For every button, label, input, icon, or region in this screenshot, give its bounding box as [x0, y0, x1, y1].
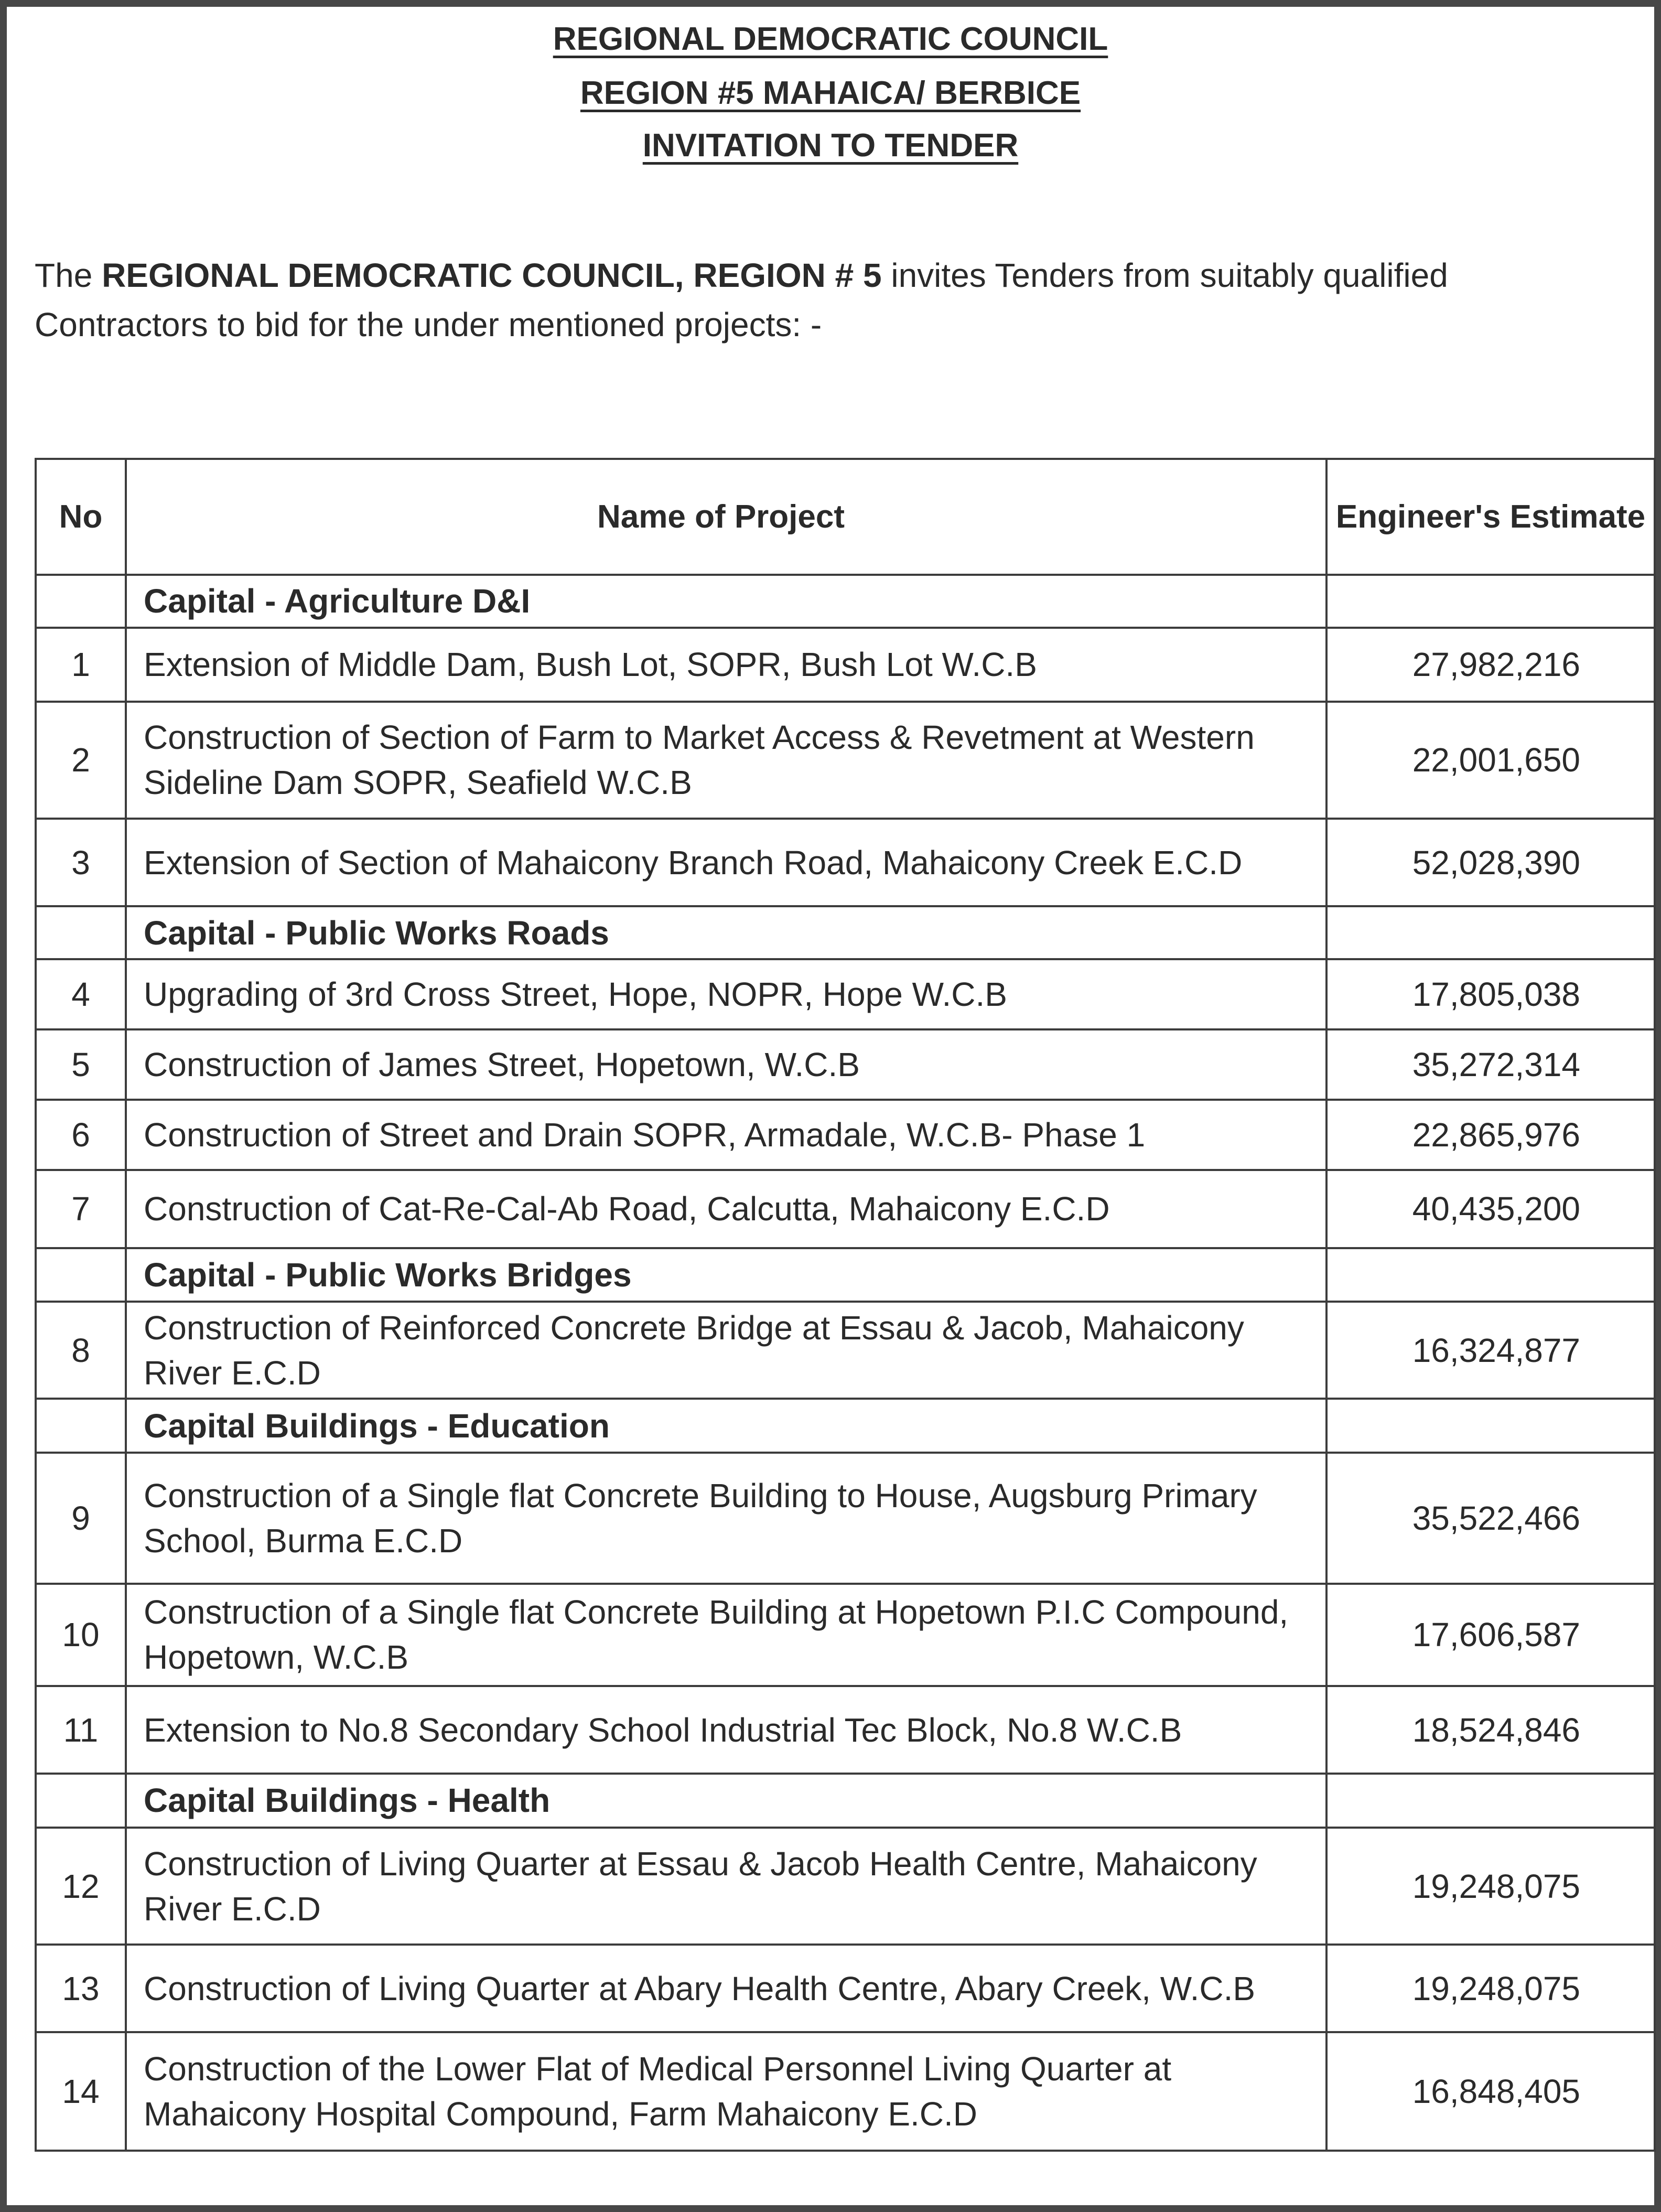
- table-row: [36, 1945, 1655, 2032]
- project-estimate: 35,272,314: [1326, 1029, 1655, 1100]
- project-no: 1: [36, 628, 126, 702]
- project-name: Upgrading of 3rd Cross Street, Hope, NOPR, Hope W.C.B: [126, 959, 1326, 1029]
- project-name: Construction of Cat-Re-Cal-Ab Road, Calcutta, Mahaicony E.C.D: [126, 1170, 1326, 1248]
- section-estimate-cell: [1326, 1248, 1655, 1302]
- project-estimate: 16,324,877: [1326, 1302, 1655, 1399]
- project-name: Extension of Section of Mahaicony Branch Road, Mahaicony Creek E.C.D: [126, 819, 1326, 906]
- header-project-name: Name of Project: [126, 459, 1326, 575]
- section-title: Capital Buildings - Health: [126, 1774, 1326, 1828]
- project-estimate: 40,435,200: [1326, 1170, 1655, 1248]
- project-estimate: 22,865,976: [1326, 1100, 1655, 1170]
- project-estimate: 19,248,075: [1326, 1828, 1655, 1945]
- table-row: [36, 819, 1655, 906]
- table-row: [36, 2032, 1655, 2151]
- section-row: [36, 575, 1655, 628]
- section-no-cell: [36, 575, 126, 628]
- section-no-cell: [36, 906, 126, 959]
- project-name: Construction of a Single flat Concrete Building to House, Augsburg Primary School, Burma E.C.D: [126, 1453, 1326, 1584]
- intro-paragraph: [35, 251, 1608, 349]
- table-row: [36, 1100, 1655, 1170]
- intro-council-name: REGIONAL DEMOCRATIC COUNCIL, REGION # 5: [102, 256, 882, 294]
- project-name: Extension of Middle Dam, Bush Lot, SOPR, Bush Lot W.C.B: [126, 628, 1326, 702]
- project-no: 5: [36, 1029, 126, 1100]
- table-row: [36, 628, 1655, 702]
- council-title: REGIONAL DEMOCRATIC COUNCIL: [553, 21, 1108, 57]
- table-row: [36, 702, 1655, 819]
- project-no: 2: [36, 702, 126, 819]
- header-no: No: [36, 459, 126, 575]
- table-row: [36, 959, 1655, 1029]
- header-estimate: Engineer's Estimate: [1326, 459, 1655, 575]
- project-estimate: 19,248,075: [1326, 1945, 1655, 2032]
- project-no: 13: [36, 1945, 126, 2032]
- project-estimate: 22,001,650: [1326, 702, 1655, 819]
- section-title: Capital - Public Works Bridges: [126, 1248, 1326, 1302]
- project-name: Construction of a Single flat Concrete Building at Hopetown P.I.C Compound, Hopetown, W.C.B: [126, 1584, 1326, 1686]
- section-no-cell: [36, 1774, 126, 1828]
- project-name: Construction of the Lower Flat of Medical Personnel Living Quarter at Mahaicony Hospital Compound, Farm Mahaicony E.C.D: [126, 2032, 1326, 2151]
- project-name: Extension to No.8 Secondary School Industrial Tec Block, No.8 W.C.B: [126, 1686, 1326, 1774]
- table-row: [36, 1584, 1655, 1686]
- project-no: 11: [36, 1686, 126, 1774]
- project-name: Construction of Section of Farm to Market Access & Revetment at Western Sideline Dam SOPR, Seafield W.C.B: [126, 702, 1326, 819]
- project-no: 9: [36, 1453, 126, 1584]
- project-name: Construction of Living Quarter at Essau & Jacob Health Centre, Mahaicony River E.C.D: [126, 1828, 1326, 1945]
- project-no: 3: [36, 819, 126, 906]
- section-estimate-cell: [1326, 1399, 1655, 1453]
- section-row: [36, 906, 1655, 959]
- project-no: 8: [36, 1302, 126, 1399]
- section-estimate-cell: [1326, 575, 1655, 628]
- project-name: Construction of Street and Drain SOPR, Armadale, W.C.B- Phase 1: [126, 1100, 1326, 1170]
- table-header-row: [36, 459, 1655, 575]
- section-title: Capital Buildings - Education: [126, 1399, 1326, 1453]
- projects-table: [35, 458, 1656, 2152]
- project-estimate: 27,982,216: [1326, 628, 1655, 702]
- table-body: [36, 575, 1655, 2151]
- project-estimate: 52,028,390: [1326, 819, 1655, 906]
- project-estimate: 17,805,038: [1326, 959, 1655, 1029]
- project-name: Construction of Living Quarter at Abary Health Centre, Abary Creek, W.C.B: [126, 1945, 1326, 2032]
- table-row: [36, 1170, 1655, 1248]
- table-row: [36, 1029, 1655, 1100]
- project-estimate: 16,848,405: [1326, 2032, 1655, 2151]
- region-title: REGION #5 MAHAICA/ BERBICE: [580, 75, 1081, 111]
- section-no-cell: [36, 1248, 126, 1302]
- project-no: 7: [36, 1170, 126, 1248]
- section-row: [36, 1774, 1655, 1828]
- section-title: Capital - Agriculture D&I: [126, 575, 1326, 628]
- project-no: 6: [36, 1100, 126, 1170]
- notice-title: INVITATION TO TENDER: [642, 127, 1019, 164]
- project-no: 4: [36, 959, 126, 1029]
- project-estimate: 18,524,846: [1326, 1686, 1655, 1774]
- intro-prefix: The: [35, 256, 102, 294]
- intro-suffix: invites Tenders from suitably qualified Contractors to bid for the under mentioned projects: -: [35, 256, 1448, 343]
- table-row: [36, 1828, 1655, 1945]
- project-estimate: 35,522,466: [1326, 1453, 1655, 1584]
- project-no: 10: [36, 1584, 126, 1686]
- section-estimate-cell: [1326, 1774, 1655, 1828]
- table-row: [36, 1453, 1655, 1584]
- project-no: 14: [36, 2032, 126, 2151]
- project-name: Construction of Reinforced Concrete Bridge at Essau & Jacob, Mahaicony River E.C.D: [126, 1302, 1326, 1399]
- project-no: 12: [36, 1828, 126, 1945]
- project-estimate: 17,606,587: [1326, 1584, 1655, 1686]
- section-no-cell: [36, 1399, 126, 1453]
- section-estimate-cell: [1326, 906, 1655, 959]
- project-name: Construction of James Street, Hopetown, W.C.B: [126, 1029, 1326, 1100]
- section-row: [36, 1399, 1655, 1453]
- section-title: Capital - Public Works Roads: [126, 906, 1326, 959]
- table-row: [36, 1302, 1655, 1399]
- table-row: [36, 1686, 1655, 1774]
- section-row: [36, 1248, 1655, 1302]
